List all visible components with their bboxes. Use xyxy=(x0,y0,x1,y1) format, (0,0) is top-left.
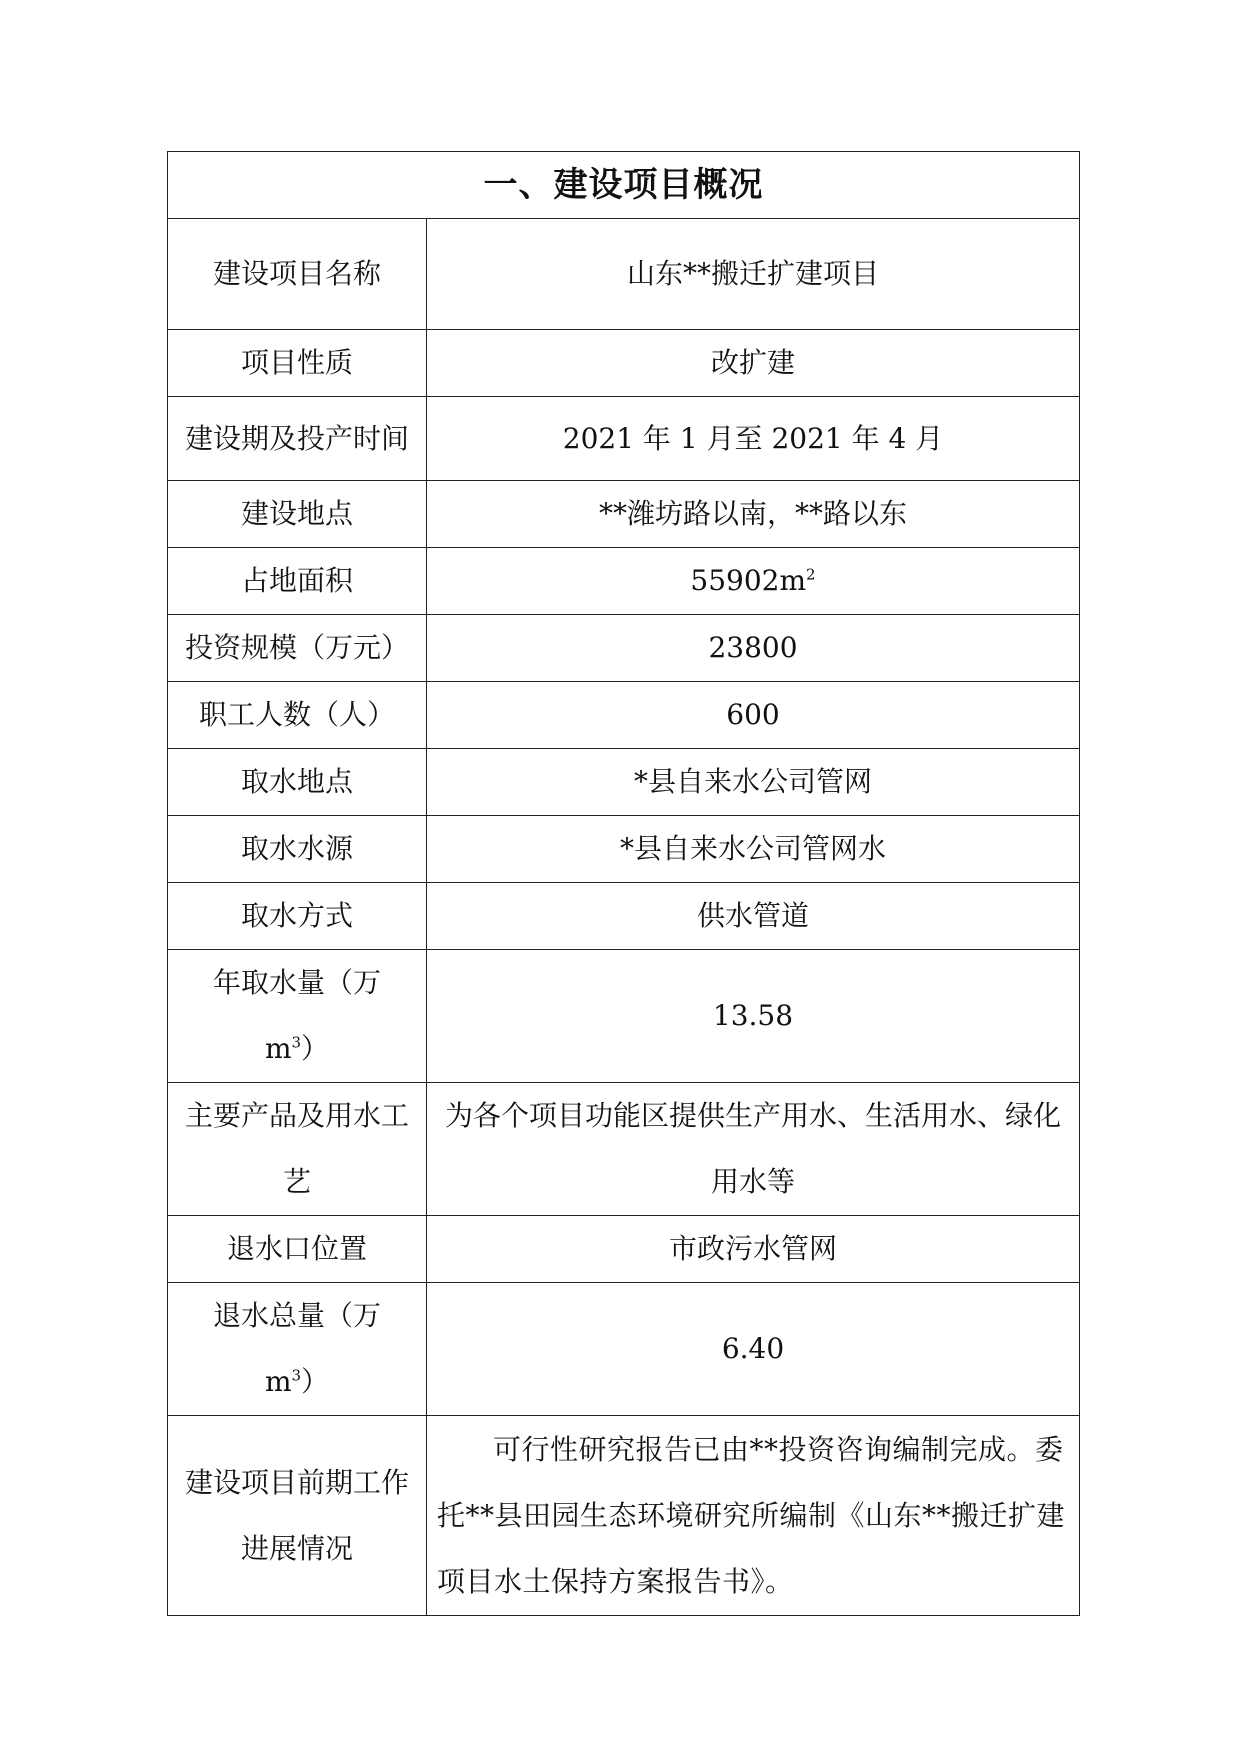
row-value: **潍坊路以南，**路以东 xyxy=(427,481,1080,548)
row-label: 取水地点 xyxy=(168,749,427,816)
row-value: *县自来水公司管网 xyxy=(427,749,1080,816)
row-value: 供水管道 xyxy=(427,883,1080,950)
row-value: 山东**搬迁扩建项目 xyxy=(427,219,1080,330)
row-value: 为各个项目功能区提供生产用水、生活用水、绿化用水等 xyxy=(427,1083,1080,1216)
annual-intake-label: 年取水量（万 m xyxy=(212,966,381,1065)
area-unit-superscript: 2 xyxy=(806,565,816,584)
label-tail: ） xyxy=(301,1365,330,1398)
title-row xyxy=(168,152,1080,219)
table-row xyxy=(168,749,1080,816)
row-value: 23800 xyxy=(427,615,1080,682)
row-value: 13.58 xyxy=(427,950,1080,1083)
row-label: 建设项目前期工作进展情况 xyxy=(168,1416,427,1616)
table-row xyxy=(168,330,1080,397)
row-label: 占地面积 xyxy=(168,548,427,615)
discharge-total-label: 退水总量（万 m xyxy=(212,1299,381,1398)
table-row xyxy=(168,950,1080,1083)
row-value xyxy=(427,548,1080,615)
table-row xyxy=(168,1416,1080,1616)
row-label: 建设项目名称 xyxy=(168,219,427,330)
table-row xyxy=(168,219,1080,330)
row-label: 投资规模（万元） xyxy=(168,615,427,682)
row-label: 取水方式 xyxy=(168,883,427,950)
row-label: 取水水源 xyxy=(168,816,427,883)
area-value: 55902m xyxy=(690,564,807,597)
row-label: 职工人数（人） xyxy=(168,682,427,749)
row-value: 600 xyxy=(427,682,1080,749)
table-row xyxy=(168,481,1080,548)
row-value: *县自来水公司管网水 xyxy=(427,816,1080,883)
row-value: 可行性研究报告已由**投资咨询编制完成。委托**县田园生态环境研究所编制《山东**搬迁扩建项目水土保持方案报告书》。 xyxy=(427,1416,1080,1616)
table-row xyxy=(168,397,1080,481)
row-value: 2021 年 1 月至 2021 年 4 月 xyxy=(427,397,1080,481)
row-label: 项目性质 xyxy=(168,330,427,397)
row-label: 主要产品及用水工艺 xyxy=(168,1083,427,1216)
row-value: 市政污水管网 xyxy=(427,1216,1080,1283)
project-overview-table xyxy=(167,151,1080,1616)
table-row xyxy=(168,548,1080,615)
row-label: 建设期及投产时间 xyxy=(168,397,427,481)
row-label: 建设地点 xyxy=(168,481,427,548)
row-label: 退水口位置 xyxy=(168,1216,427,1283)
unit-superscript: 3 xyxy=(291,1033,302,1052)
row-label xyxy=(168,1283,427,1416)
table-row xyxy=(168,615,1080,682)
table-row xyxy=(168,883,1080,950)
table-row xyxy=(168,1216,1080,1283)
table-row xyxy=(168,1283,1080,1416)
unit-superscript: 3 xyxy=(291,1366,302,1385)
section-title: 一、建设项目概况 xyxy=(168,152,1080,219)
row-value: 6.40 xyxy=(427,1283,1080,1416)
table-row xyxy=(168,816,1080,883)
table-row xyxy=(168,682,1080,749)
row-label xyxy=(168,950,427,1083)
label-tail: ） xyxy=(301,1032,330,1065)
row-value: 改扩建 xyxy=(427,330,1080,397)
table-row xyxy=(168,1083,1080,1216)
